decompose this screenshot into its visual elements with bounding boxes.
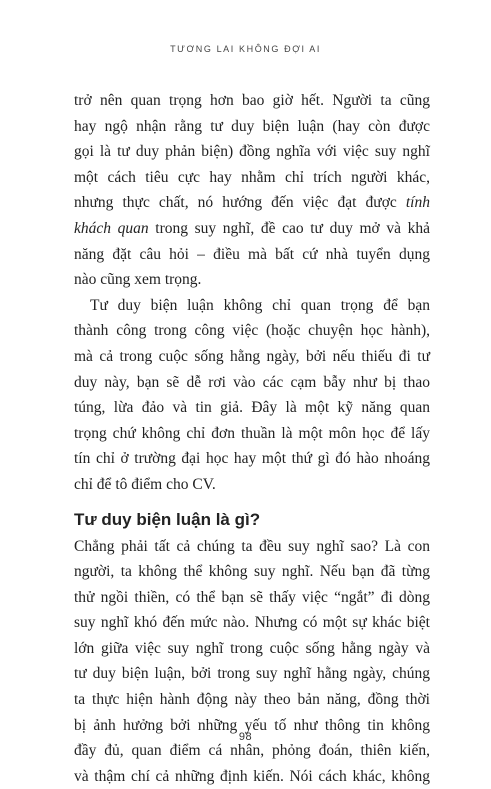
text-line (74, 216, 430, 242)
text-line (74, 190, 430, 216)
text-line: duy này, bạn sẽ dễ rơi vào các cạm bẫy như bị thao (74, 370, 430, 396)
text-line: túng, lừa đảo và tin giả. Đây là một kỹ năng quan (74, 395, 430, 421)
text-line: thành công trong công việc (hoặc chuyện học hành), (74, 318, 430, 344)
text-line: hay ngộ nhận rằng tư duy biện luận (hay còn được (74, 114, 430, 140)
paragraph-3 (74, 534, 430, 789)
text-line: thử ngồi thiền, có thể bạn sẽ thấy việc “ngắt” đi dòng (74, 585, 430, 611)
text-line: lớn giữa việc suy nghĩ trong cuộc sống hằng ngày và (74, 636, 430, 662)
text-segment: trong suy nghĩ, đề cao tư duy mở và khả (149, 220, 430, 237)
text-line: tín chỉ ở trường đại học hay một thứ gì đó hào nhoáng (74, 446, 430, 472)
text-line: ta thực hiện hành động này theo bản năng, đồng thời (74, 687, 430, 713)
text-line: trọng chứ không chỉ đơn thuần là một môn học để lấy (74, 421, 430, 447)
text-line: suy nghĩ khó đến mức nào. Nhưng có một sự khác biệt (74, 610, 430, 636)
text-line: trở nên quan trọng hơn bao giờ hết. Người ta cũng (74, 88, 430, 114)
text-line: tư duy biện luận, bởi trong suy nghĩ hằng ngày, chúng (74, 661, 430, 687)
italic-term: tính (406, 194, 430, 211)
text-line: nào cũng xem trọng. (74, 267, 430, 293)
text-line: đầy đủ, quan điểm cá nhân, phỏng đoán, thiên kiến, (74, 738, 430, 764)
text-line: mà cả trong cuộc sống hằng ngày, bởi nếu thiếu đi tư (74, 344, 430, 370)
text-line: gọi là tư duy phản biện) đồng nghĩa với việc suy nghĩ (74, 139, 430, 165)
text-line: năng đặt câu hỏi – điều mà bất cứ nhà tuyển dụng (74, 242, 430, 268)
running-header: TƯƠNG LAI KHÔNG ĐỢI AI (0, 44, 491, 54)
italic-term: khách quan (74, 220, 149, 237)
page-body (74, 88, 430, 789)
text-line: và thậm chí cả những định kiến. Nói cách khác, không (74, 764, 430, 789)
text-line: một cách tiêu cực hay nhằm chỉ trích người khác, (74, 165, 430, 191)
text-line: Tư duy biện luận không chỉ quan trọng để bạn (74, 293, 430, 319)
text-segment: nhưng thực chất, nó hướng đến việc đạt được (74, 194, 406, 211)
page-number: 98 (0, 731, 491, 743)
section-heading: Tư duy biện luận là gì? (74, 508, 430, 532)
text-line: bị ảnh hưởng bởi những yếu tố như thông tin không (74, 713, 430, 739)
text-line: người, ta không thể không suy nghĩ. Nếu bạn đã từng (74, 559, 430, 585)
paragraph-2 (74, 293, 430, 498)
text-line: Chẳng phải tất cả chúng ta đều suy nghĩ sao? Là con (74, 534, 430, 560)
paragraph-1 (74, 88, 430, 293)
text-line: chỉ để tô điểm cho CV. (74, 472, 430, 498)
